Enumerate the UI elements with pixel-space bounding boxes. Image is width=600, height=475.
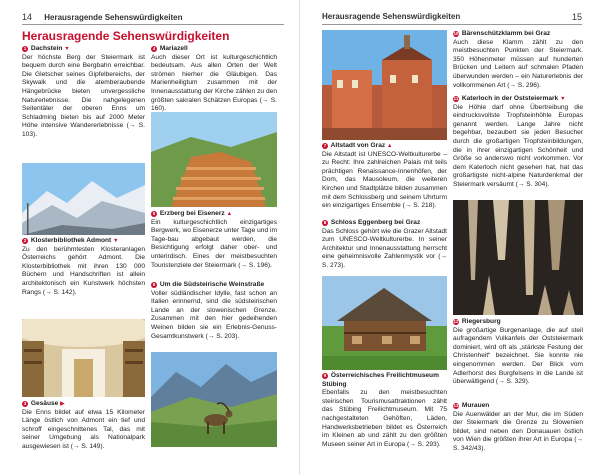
ibex-photo [151,352,277,447]
entry-heading: 2 Klosterbibliothek Admont ▼ [23,237,119,244]
number-badge: 5 [152,211,156,216]
page-number-14: 14 [22,12,33,22]
katerloch-photo [453,200,583,315]
number-badge: 1 [23,46,27,51]
entry-gesaeuse [22,400,145,452]
triangle-icon: ▼ [113,238,119,244]
left-running-head [22,12,183,22]
entry-text: Das Schloss gehört wie die Grazer Altstadt zum UNESCO-Weltkulturerbe. In seiner Architektur und Innenausstattung herrscht eine geheimnisvolle Zahlenmystik vor (→ S. 273). [322,227,447,269]
erzberg-photo [151,112,277,207]
entry-heading: 6 Um die Südsteirische Weinstraße [152,281,265,288]
number-badge: 13 [453,403,459,408]
entry-heading: 12 Riegersburg [453,318,501,325]
entry-baerenschuetzklamm [453,30,583,90]
entry-heading: 10 Bärenschützklamm bei Graz [453,30,551,37]
entry-text: Die Enns bildet auf etwa 15 Kilometer Länge östlich von Admont ein tief und schroff eingeschnittenes Tal, das mit seiner Umgebung als Nationalpark ausgewiesen ist (→ S. 149). [22,408,145,450]
triangle-icon: ▲ [387,143,393,149]
entry-heading: 13 Murauen [453,402,490,409]
entry-katerloch [453,95,583,190]
entry-riegersburg [453,318,583,387]
entry-text: Zu den berühmtesten Klosteranlagen Österreichs gehört Admont. Die Klosterbibliothek mit ihren 130 000 Büchern und Handschriften ist allein architektonisch ein Kunstwerk höchsten Rangs (→ S. 142). [22,245,145,296]
entry-heading: 1 Dachstein ▼ [23,45,70,52]
number-badge: 7 [323,143,327,148]
entry-text: Die Höhle darf ohne Übertreibung die eindrucksvollste Tropfsteinhöhle Europas genannt werden. Lange Jahre nicht begehbar, bezaubert sie jeden Besucher durch die großartigen Tropfsteinbildungen, die in ihrer einzigartigen Schönheit und Größe so anderswo nicht vorkommen. Vor dem Katerloch nicht gesehen hat, hat das großartigste nicht-alpine Naturdenkmal der Steiermark versäumt (→ S. 304). [453,103,583,188]
entry-text: Voller südländischer Idylle, fast schon an Italien erinnernd, sind die südsteirischen Lande an der slowenischen Grenze. Zusammen mit den hier gedeihenden Weinen bilden sie ein Erlebnis-Genuss-Gesamtkunstwerk (→ S. 203). [151,289,277,340]
entry-heading: 3 Gesäuse ▶ [23,400,65,407]
entry-mariazell [151,45,277,114]
number-badge: 9 [323,373,327,378]
entry-heading: 8 Schloss Eggenberg bei Graz [323,219,421,226]
right-running-head [322,12,582,21]
entry-text: Der höchste Berg der Steiermark ist bequem durch eine Bergbahn erreichbar. Die Gletscher seines Gipfelbereichs, der Skywalk und die atemberaubende Hängebrücke bieten unvergessliche Naturerlebnisse. Die nahgelegenen Seitentäler der oberen Enns um Schladming bieten bis auf 2000 Meter Höhe intensive Wandererlebnisse (→ S. 103). [22,53,145,138]
number-badge: 2 [23,238,27,243]
entry-murauen [453,402,583,454]
triangle-icon: ▼ [64,46,70,52]
triangle-icon: ▶ [60,401,65,407]
page-title: Herausragende Sehenswürdigkeiten [22,29,230,43]
running-head-text: Herausragende Sehenswürdigkeiten [322,12,461,21]
number-badge: 8 [323,220,327,225]
entry-text: Ebenfalls zu den meistbesuchten steirischen Tourismusattraktionen zählt das Stübing Freilichtmuseum. Mit 75 nachgestalteten Gehöften, Läden, Handwerksbetrieben bildet es Österreich im Kleinen ab und zählt zu den größten Museen seiner Art in Europa (→ S. 293). [322,389,447,448]
number-badge: 11 [453,96,459,101]
graz-photo [322,30,447,140]
entry-text: Die großartige Burgenanlage, die auf steil aufragendem Vulkanfels der Oststeiermark dominiert, wird oft als „stärkste Festung der Christenheit“ bezeichnet. Sie konnte nie eingenommen werden. Der Blick vom Adlerhorst des Burgfelsens in die Lande ist überwältigend (→ S. 329). [453,326,583,386]
running-head-rule [22,24,284,25]
entry-text: Auch diese Klamm zählt zu den meistbesuchten Punkten der Steiermark. 350 Höhenmeter müssen auf hunderten Brücken und Leitern auf schmalen Pfaden überwunden werden – ein Naturerlebnis der vollkommenen Art (→ S. 296). [453,38,583,89]
number-badge: 4 [152,46,156,51]
entry-text: Auch dieser Ort ist kulturgeschichtlich bedeutsam. Aus allen Orten der Welt strömen hierher die Gläubigen. Das Marienheiligtum zusammen mit der Innenausstattung der Kirche zählen zu den größten sakralen Schätzen Europas (→ S. 160). [151,53,277,113]
entry-heading: 7 Altstadt von Graz ▲ [323,142,393,149]
number-badge: 3 [23,401,27,406]
entry-text: Ein kulturgeschichtlich einzigartiges Bergwerk, wo Eisenerze unter Tage und im Tage-bau abgebaut werden, die Besichtigung erfolgt daher ober- und unterirdisch. Eines der meistbesuchten Touristenziele der Steiermark (→ S. 196). [151,218,277,269]
entry-heading: 5 Erzberg bei Eisenerz ▲ [152,210,233,217]
triangle-icon: ▲ [226,211,233,217]
number-badge: 6 [152,282,156,287]
entry-schloss-eggenberg [322,219,447,271]
entry-erzberg [151,210,277,270]
entry-altstadt-graz [322,142,447,211]
entry-freilichtmuseum [322,372,447,449]
entry-dachstein [22,45,145,140]
entry-heading: 4 Mariazell [152,45,188,52]
library-photo [22,319,145,397]
number-badge: 10 [453,31,459,36]
freilichtmuseum-photo [322,276,447,370]
page-number-15: 15 [571,12,582,22]
triangle-icon: ▼ [560,96,566,102]
dachstein-photo [22,163,145,235]
entry-text: Die Altstadt ist UNESCO-Weltkulturerbe – zu Recht: Ihre zahlreichen Palais mit teils prächtigen Renaissance-Innenhöfen, der Dom, das Mausoleum, die weiteren Kirchen und Stadtplätze bilden zusammen mit dem Schlossberg und seinem Uhrturm ein einzigartiges Ensemble (→ S. 218). [322,150,447,210]
running-head-rule [322,24,582,25]
running-head-text: Herausragende Sehenswürdigkeiten [44,13,183,22]
entry-heading: 11 Katerloch in der Oststeiermark ▼ [453,95,566,102]
right-page [300,0,600,475]
number-badge: 12 [453,319,459,324]
entry-heading: 9 Österreichisches Freilichtmuseum Stübing [322,372,439,388]
entry-weinstrasse [151,281,277,341]
entry-text: Die Auenwälder an der Mur, die im Süden der Steiermark die Grenze zu Slowenien bildet, sind neben den Donauauen östlich von Wien die größten ihrer Art in Europa (→ S. 342/43). [453,410,583,452]
entry-klosterbibliothek [22,237,145,297]
